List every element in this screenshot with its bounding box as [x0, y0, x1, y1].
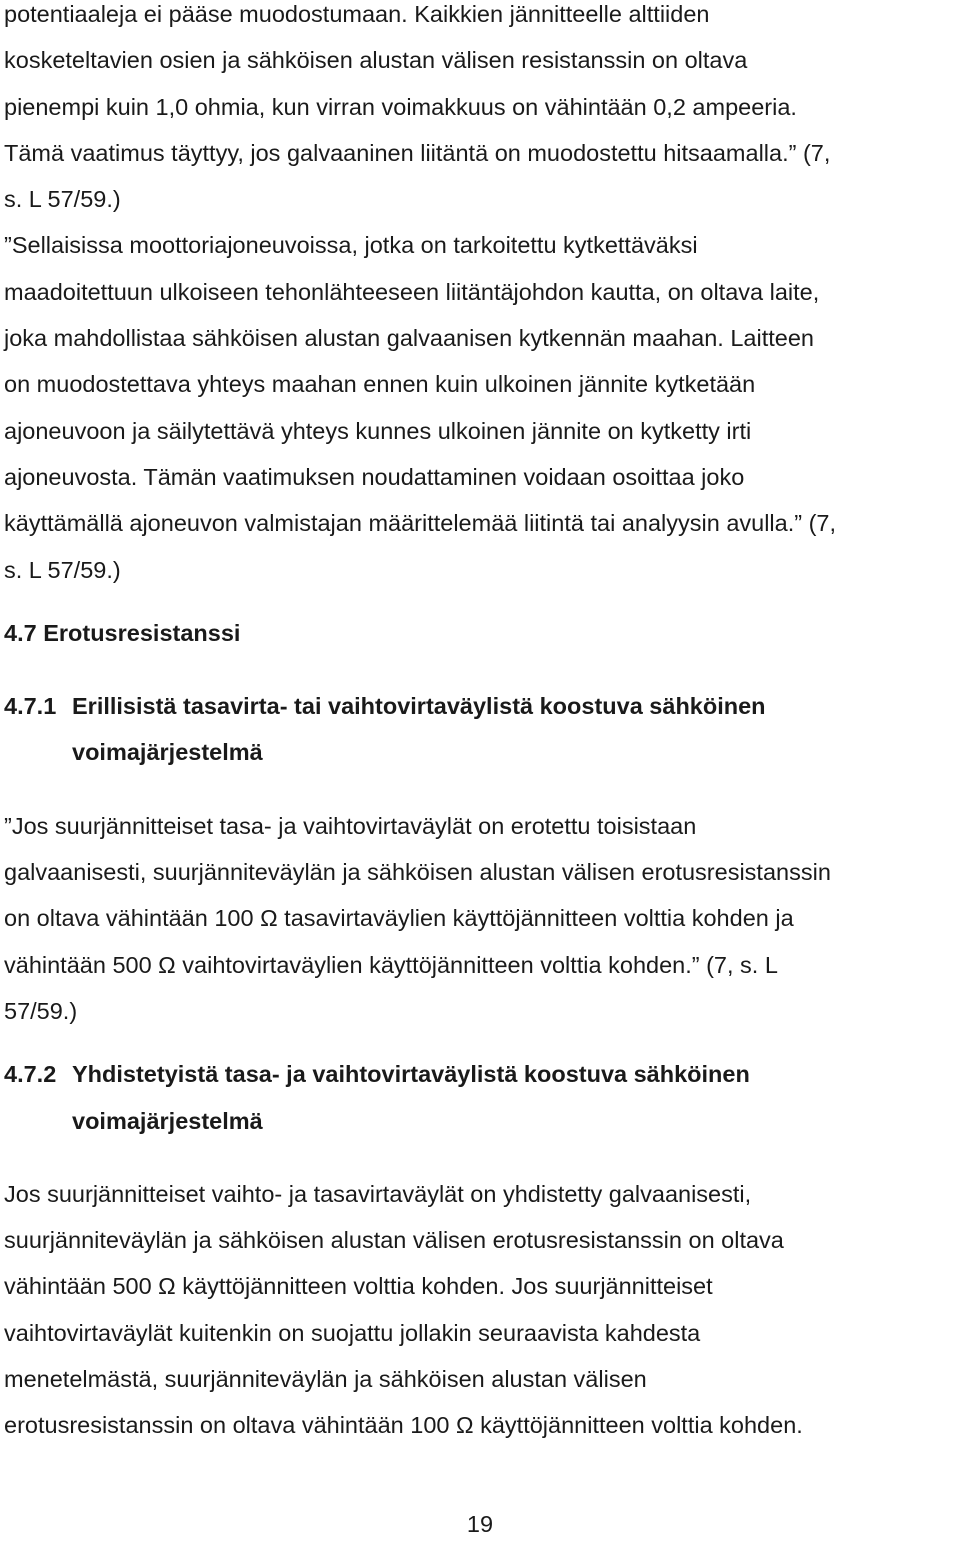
section-heading-4-7 [4, 610, 954, 656]
text-line: s. L 57/59.) [4, 556, 121, 583]
text-line: käyttämällä ajoneuvon valmistajan määrittelemää liitintä tai analyysin avulla.” (7, [4, 510, 837, 537]
section-title: Erotusresistanssi [43, 619, 241, 646]
heading-line [4, 1051, 954, 1097]
text-line: erotusresistanssin on oltava vähintään 100 Ω käyttöjännitteen volttia kohden. [4, 1412, 803, 1439]
text-line: ”Jos suurjännitteiset tasa- ja vaihtovirtaväylät on erotettu toisistaan [4, 812, 697, 839]
text-line: menetelmästä, suurjänniteväylän ja sähköisen alustan välisen [4, 1366, 647, 1393]
text-line: vähintään 500 Ω käyttöjännitteen volttia kohden. Jos suurjännitteiset [4, 1273, 713, 1300]
text-line: on oltava vähintään 100 Ω tasavirtaväylien käyttöjännitteen volttia kohden ja [4, 905, 794, 932]
text-line: galvaanisesti, suurjänniteväylän ja sähköisen alustan välisen erotusresistanssin [4, 859, 831, 886]
text-line: 57/59.) [4, 997, 78, 1024]
heading-line [4, 683, 954, 729]
text-line: suurjänniteväylän ja sähköisen alustan välisen erotusresistanssin on oltava [4, 1227, 784, 1254]
page-number: 19 [466, 1511, 494, 1537]
section-title: Yhdistetyistä tasa- ja vaihtovirtaväylistä koostuva sähköinen [72, 1061, 750, 1088]
text-line: ”Sellaisissa moottoriajoneuvoissa, jotka on tarkoitettu kytkettäväksi [4, 232, 698, 259]
paragraph-separate-buses [4, 803, 954, 1034]
section-number: 4.7.1 [4, 693, 57, 720]
section-title-continued: voimajärjestelmä [72, 739, 263, 766]
section-heading-4-7-1 [4, 683, 954, 776]
text-line: Jos suurjännitteiset vaihto- ja tasavirtaväylät on yhdistetty galvaanisesti, [4, 1180, 752, 1207]
text-line: on muodostettava yhteys maahan ennen kuin ulkoinen jännite kytketään [4, 371, 756, 398]
text-line: vähintään 500 Ω vaihtovirtaväylien käyttöjännitteen volttia kohden.” (7, s. L [4, 951, 778, 978]
text-line: maadoitettuun ulkoiseen tehonlähteeseen liitäntäjohdon kautta, on oltava laite, [4, 278, 820, 305]
section-title: Erillisistä tasavirta- tai vaihtovirtaväylistä koostuva sähköinen [72, 693, 766, 720]
paragraph-grounding [4, 222, 954, 592]
section-title-continued: voimajärjestelmä [72, 1107, 263, 1134]
text-line: pienempi kuin 1,0 ohmia, kun virran voimakkuus on vähintään 0,2 ampeeria. [4, 93, 797, 120]
text-line: s. L 57/59.) [4, 186, 121, 213]
paragraph-combined-buses [4, 1171, 954, 1449]
text-line: joka mahdollistaa sähköisen alustan galvaanisen kytkennän maahan. Laitteen [4, 325, 814, 352]
text-line: ajoneuvosta. Tämän vaatimuksen noudattaminen voidaan osoittaa joko [4, 463, 745, 490]
section-heading-4-7-2 [4, 1051, 954, 1144]
text-line: potentiaaleja ei pääse muodostumaan. Kaikkien jännitteelle alttiiden [4, 1, 710, 27]
text-line: vaihtovirtaväylät kuitenkin on suojattu jollakin seuraavista kahdesta [4, 1319, 701, 1346]
section-number: 4.7.2 [4, 1061, 57, 1088]
paragraph-continuation [4, 0, 954, 222]
text-line: ajoneuvoon ja säilytettävä yhteys kunnes ulkoinen jännite on kytketty irti [4, 417, 752, 444]
text-line: kosketeltavien osien ja sähköisen alustan välisen resistanssin on oltava [4, 47, 748, 74]
document-page [4, 0, 954, 1449]
text-line: Tämä vaatimus täyttyy, jos galvaaninen liitäntä on muodostettu hitsaamalla.” (7, [4, 139, 831, 166]
section-number: 4.7 [4, 619, 37, 646]
